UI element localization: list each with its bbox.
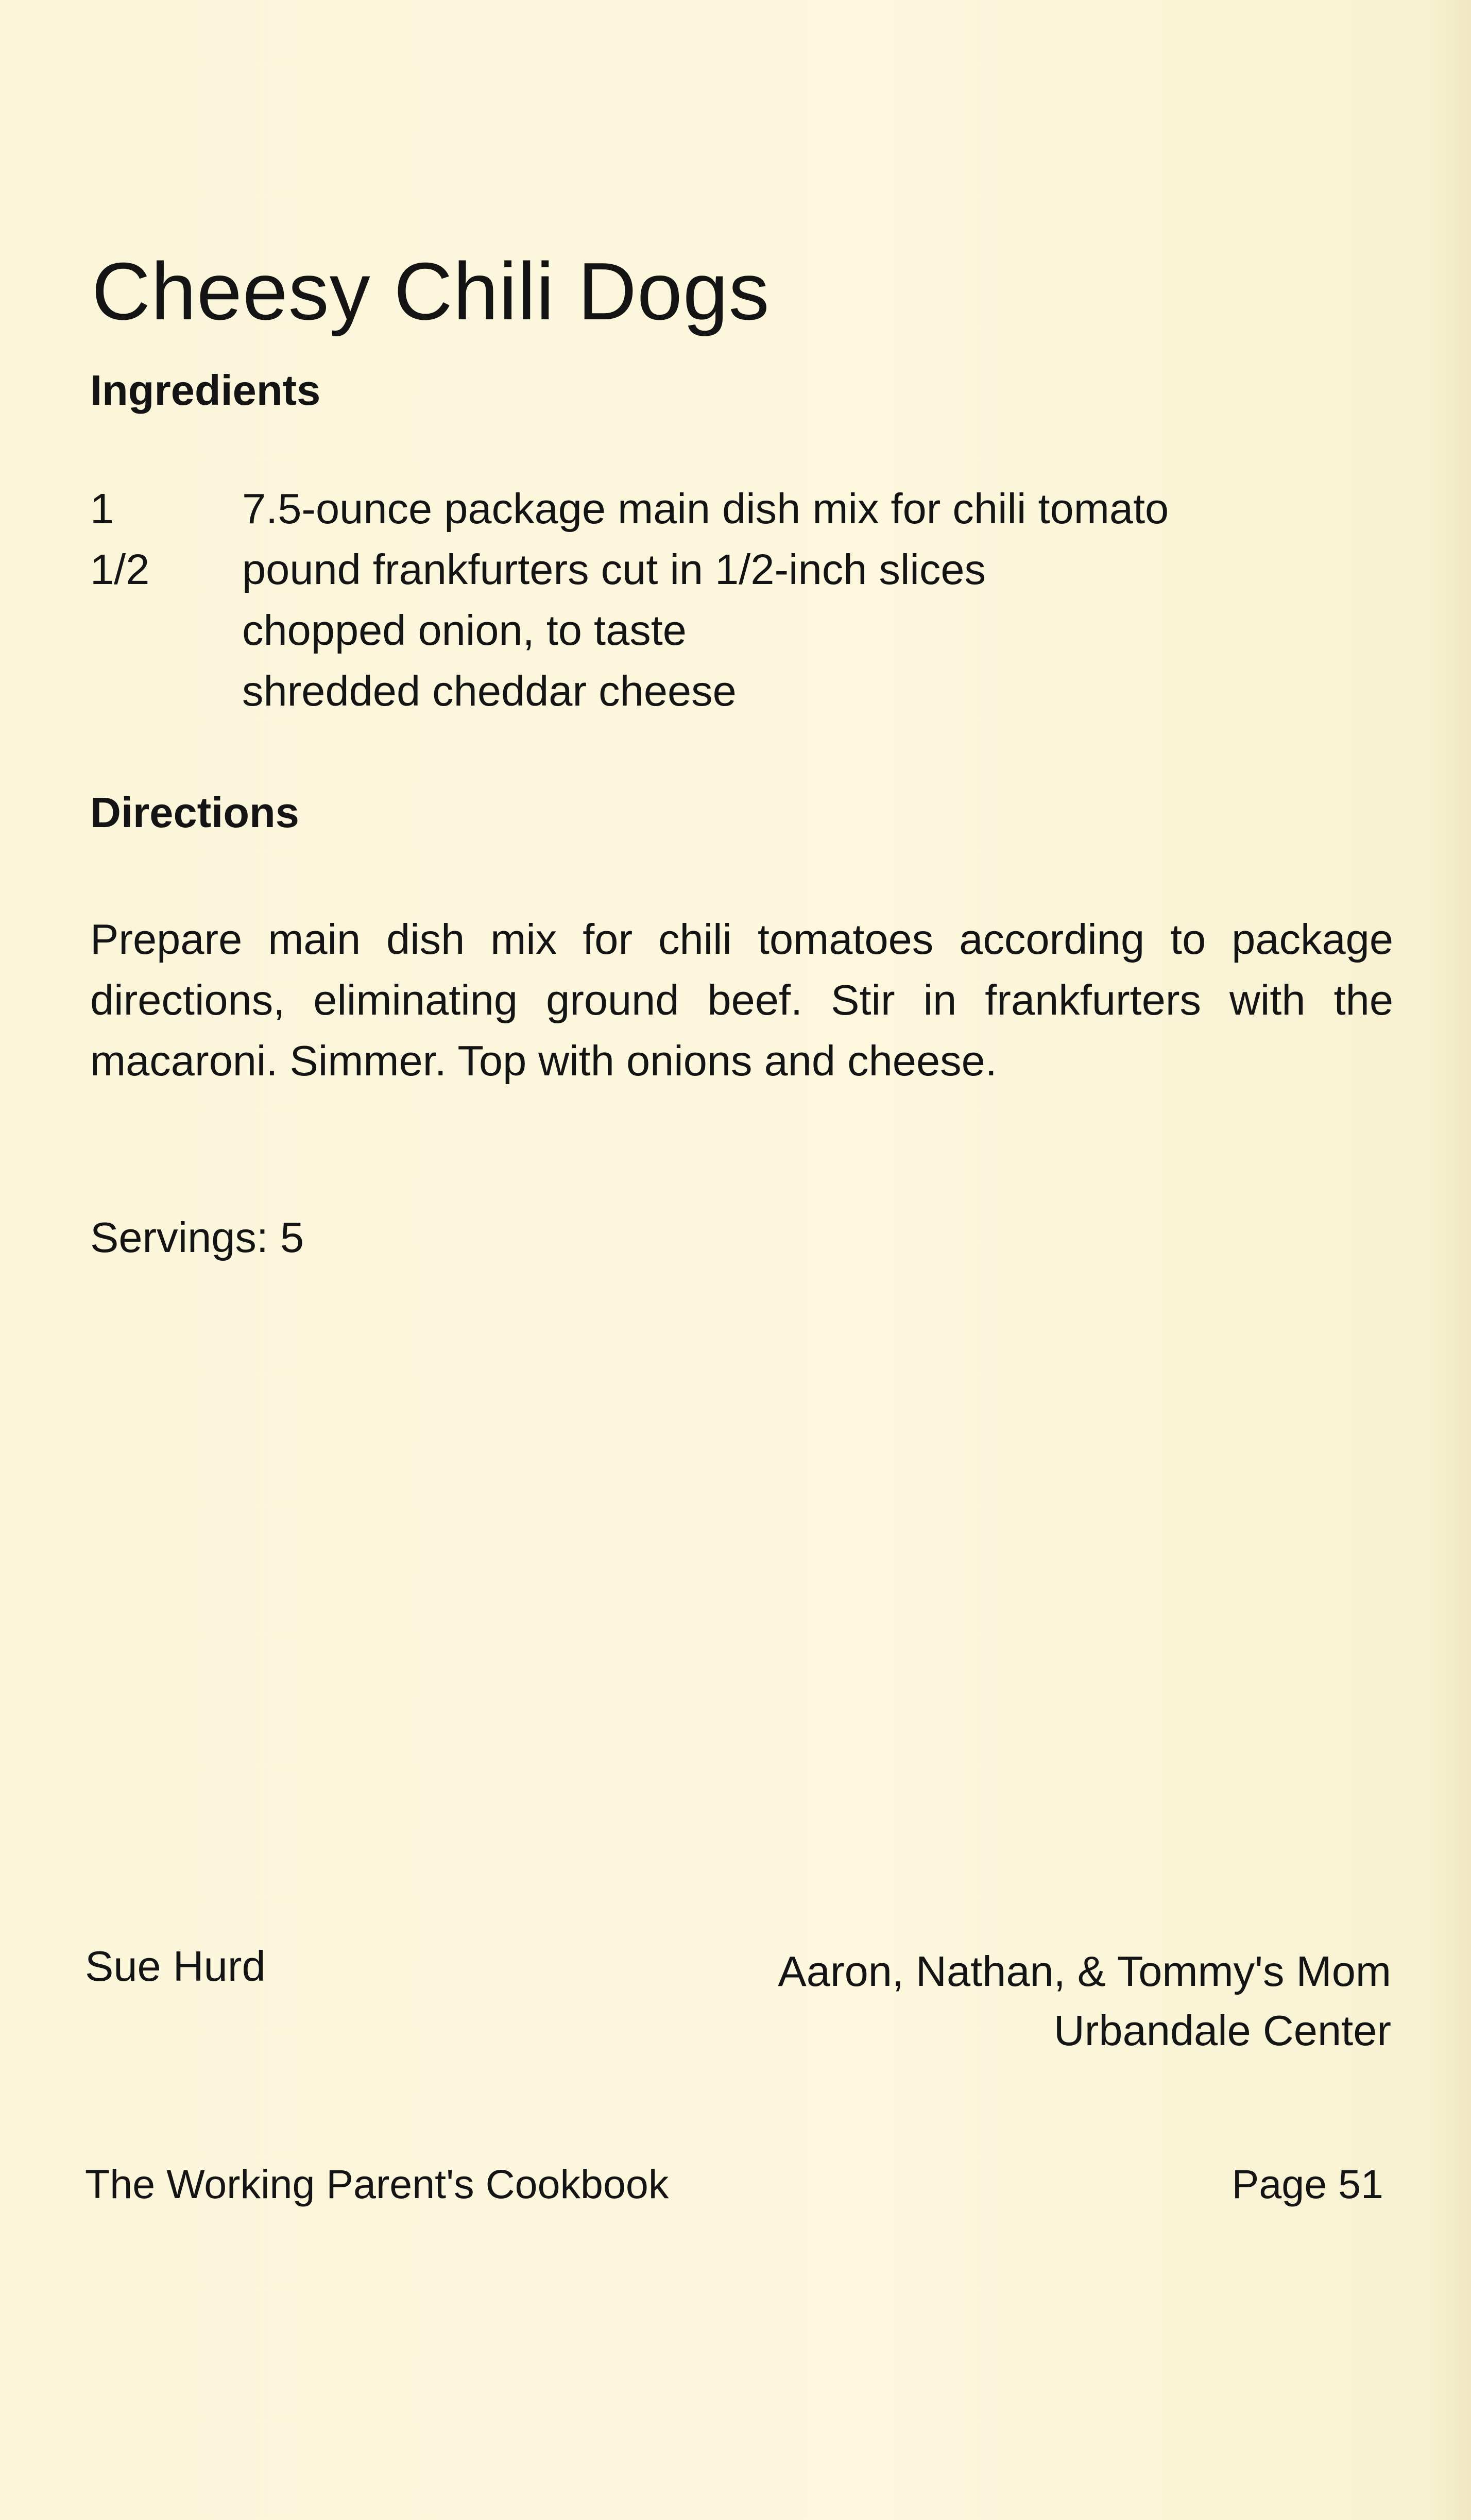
directions-text: Prepare main dish mix for chili tomatoes according to package directions, eliminating ground beef. Stir in frankfurters with the macaroni. Simmer. Top with onions and cheese.	[90, 915, 1393, 1085]
ingredient-text: shredded cheddar cheese	[242, 667, 737, 715]
ingredients-heading: Ingredients	[90, 366, 321, 414]
ingredients-list	[90, 484, 1409, 727]
ingredient-text: chopped onion, to taste	[242, 606, 687, 654]
contributor-attribution	[778, 1942, 1391, 2060]
ingredient-text: pound frankfurters cut in 1/2-inch slices	[242, 545, 986, 593]
ingredient-text: 7.5-ounce package main dish mix for chili tomato	[242, 485, 1169, 533]
contributor-relation: Aaron, Nathan, & Tommy's Mom	[778, 1947, 1391, 1995]
page-number: Page 51	[1231, 2161, 1383, 2207]
recipe-title: Cheesy Chili Dogs	[92, 246, 770, 337]
ingredient-quantity: 1	[90, 485, 114, 533]
book-title: The Working Parent's Cookbook	[85, 2161, 669, 2207]
ingredient-quantity: 1/2	[90, 545, 150, 593]
contributor-name: Sue Hurd	[85, 1942, 266, 1990]
contributor-center: Urbandale Center	[1053, 2007, 1391, 2054]
ingredient-row	[90, 666, 1409, 727]
ingredient-row	[90, 606, 1409, 666]
ingredient-row	[90, 484, 1409, 545]
directions-heading: Directions	[90, 788, 299, 836]
servings: Servings: 5	[90, 1213, 304, 1261]
ingredient-row	[90, 545, 1409, 606]
